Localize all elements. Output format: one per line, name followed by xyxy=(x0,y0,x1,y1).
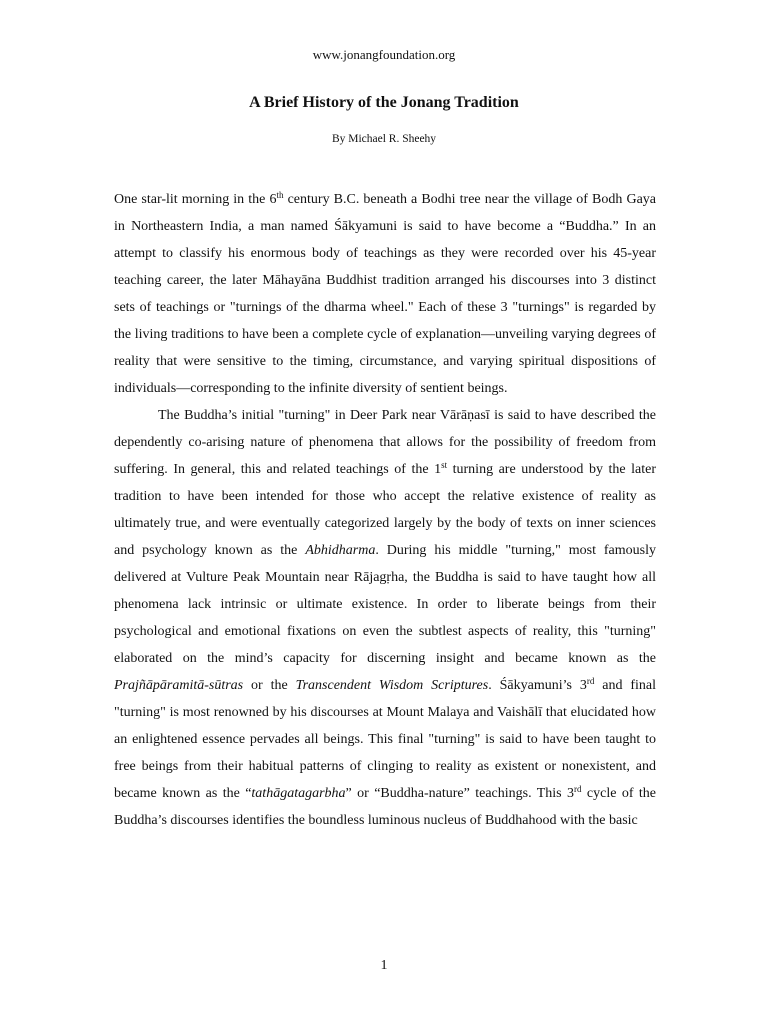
website-url: www.jonangfoundation.org xyxy=(312,47,456,62)
italic-text: Transcendent Wisdom Scriptures xyxy=(295,678,489,693)
italic-text: Prajñāpāramitā-sūtras xyxy=(114,678,244,693)
paragraph xyxy=(114,402,656,834)
text-run: and final "turning" is most renowned by his discourses at Mount Malaya and Vaishālī that elucidated how an enlightened essence pervades all beings. This final "turning" is said to have been taught to free beings from their habitual patterns of clinging to reality as existent or nonexistent, and became known as the “ xyxy=(114,678,657,801)
italic-text: tathāgatagarbha xyxy=(251,786,346,801)
page-number: 1 xyxy=(380,958,388,973)
italic-text: Abhidharma xyxy=(305,543,376,558)
text-run: or the xyxy=(243,678,296,693)
text-run: The Buddha’s initial "turning" in Deer Park near Vārāṇasī is said to have described the dependently co-arising nature of phenomena that allows for the possibility of freedom from suffering. In general, this and related teachings of the 1 xyxy=(114,408,656,477)
author-byline: By Michael R. Sheehy xyxy=(331,133,437,145)
document-body xyxy=(114,186,656,834)
superscript: rd xyxy=(586,676,595,686)
paragraph xyxy=(114,186,656,402)
text-run: One star-lit morning in the 6 xyxy=(114,192,277,207)
superscript: st xyxy=(441,460,448,470)
text-run: . During his middle "turning," most famously delivered at Vulture Peak Mountain near Rājagṛha, the Buddha is said to have taught how all phenomena lack intrinsic or ultimate existence. In order to liberate beings from their psychological and emotional fixations on even the subtlest aspects of reality, this "turning" elaborated on the mind’s capacity for discerning insight and became known as the xyxy=(114,543,656,666)
text-run: turning are understood by the later tradition to have been intended for those who accept the relative existence of reality as ultimately true, and were eventually categorized largely by the body of texts on inner sciences and psychology known as the xyxy=(114,462,656,558)
text-run: cycle of the Buddha’s discourses identifies the boundless luminous nucleus of Buddhahood with the basic xyxy=(114,786,657,828)
text-run: ” or “Buddha-nature” teachings. This 3 xyxy=(345,786,575,801)
text-run: . Śākyamuni’s 3 xyxy=(488,678,587,693)
document-title: A Brief History of the Jonang Tradition xyxy=(249,94,519,111)
superscript: rd xyxy=(574,784,582,794)
superscript: th xyxy=(276,190,284,200)
text-run: century B.C. beneath a Bodhi tree near the village of Bodh Gaya in Northeastern India, a man named Śākyamuni is said to have become a “Buddha.” In an attempt to classify his enormous body of teachings as they were recorded over his 45-year teaching career, the later Māhayāna Buddhist tradition arranged his discourses into 3 distinct sets of teachings or "turnings of the dharma wheel." Each of these 3 "turnings" is regarded by the living traditions to have been a complete cycle of explanation—unveiling varying degrees of reality that were sensitive to the timing, circumstance, and varying spiritual dispositions of individuals—corresponding to the infinite diversity of sentient beings. xyxy=(114,192,657,396)
